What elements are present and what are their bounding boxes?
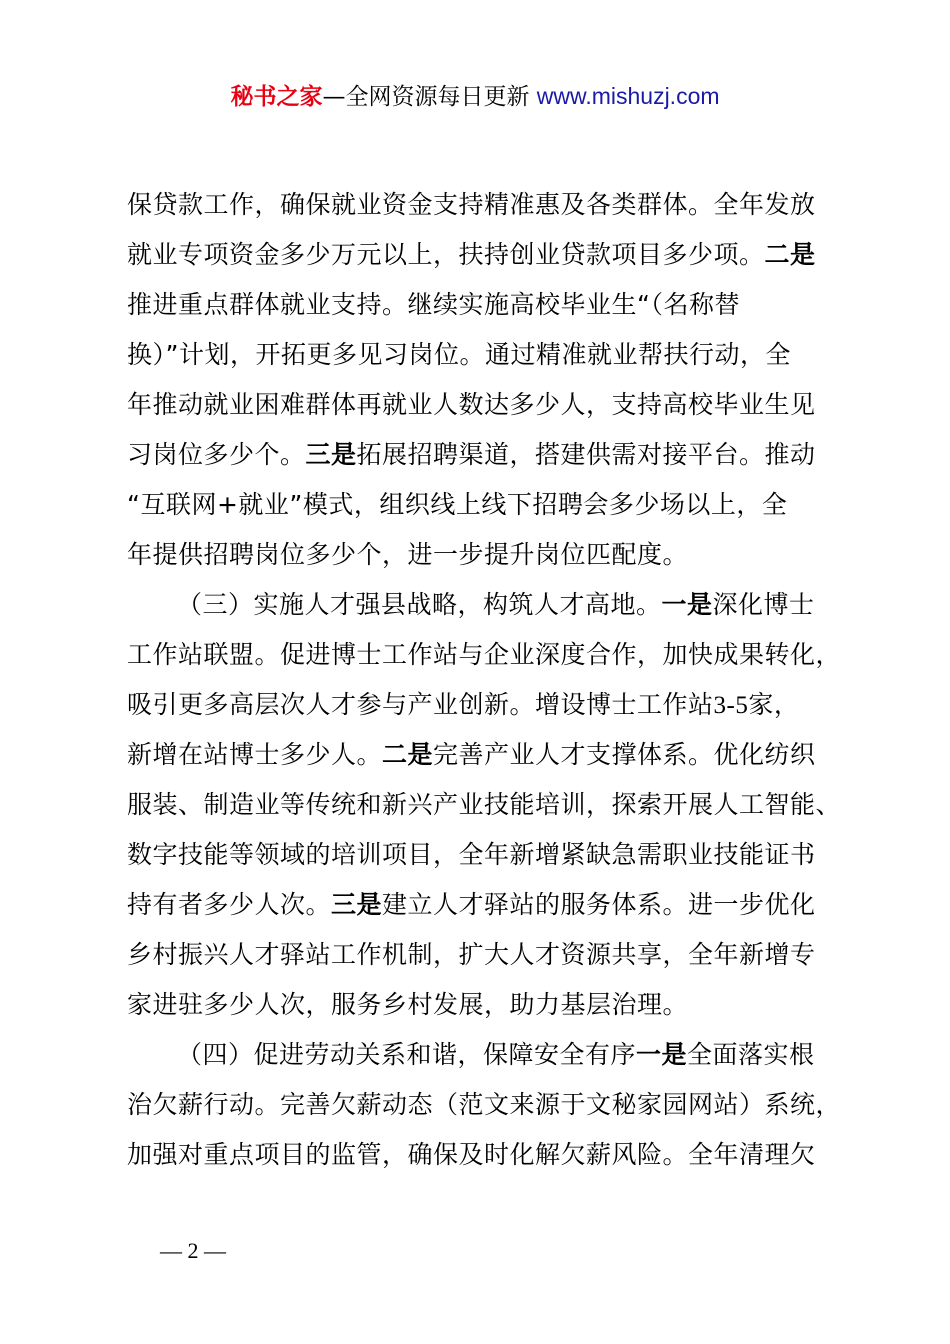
text-line: 年推动就业困难群体再就业人数达多少人，支持高校毕业生见 [127,390,816,419]
text-line: 保贷款工作，确保就业资金支持精准惠及各类群体。全年发放 [127,190,816,219]
page-header [0,80,950,113]
text-line: 持有者多少人次。三是建立人才驿站的服务体系。进一步优化 [127,890,816,919]
text-line: 家进驻多少人次，服务乡村发展，助力基层治理。 [127,990,689,1019]
site-tagline: —全网资源每日更新 [322,84,537,110]
emphasis-marker: 二是 [382,740,434,769]
page-number: — 2 — [160,1238,226,1263]
text-line: 年提供招聘岗位多少个，进一步提升岗位匹配度。 [127,540,689,569]
site-url-link[interactable]: www.mishuzj.com [536,83,720,109]
emphasis-marker: 一是 [636,1040,688,1069]
text-line: “互联网+就业”模式，组织线上线下招聘会多少场以上，全 [127,490,788,519]
text-line: 推进重点群体就业支持。继续实施高校毕业生“（名称替 [127,290,740,319]
emphasis-marker: 二是 [764,240,816,269]
section-heading-line: （四）促进劳动关系和谐，保障安全有序一是全面落实根 [177,1040,815,1069]
text-line: 数字技能等领域的培训项目，全年新增紧缺急需职业技能证书 [127,840,816,869]
text-line: 服装、制造业等传统和新兴产业技能培训，探索开展人工智能、 [127,790,842,819]
text-line: 新增在站博士多少人。二是完善产业人才支撑体系。优化纺织 [127,740,816,769]
section-heading-line: （三）实施人才强县战略，构筑人才高地。一是深化博士 [177,590,815,619]
emphasis-marker: 三是 [305,440,357,469]
text-line: 习岗位多少个。三是拓展招聘渠道，搭建供需对接平台。推动 [127,440,816,469]
text-line: 工作站联盟。促进博士工作站与企业深度合作，加快成果转化， [127,640,842,669]
text-line: 换）”计划，开拓更多见习岗位。通过精准就业帮扶行动，全 [127,340,791,369]
text-line: 乡村振兴人才驿站工作机制，扩大人才资源共享，全年新增专 [127,940,816,969]
emphasis-marker: 一是 [661,590,713,619]
text-line: 就业专项资金多少万元以上，扶持创业贷款项目多少项。二是 [127,240,816,269]
text-line: 加强对重点项目的监管，确保及时化解欠薪风险。全年清理欠 [127,1140,816,1169]
text-line: 吸引更多高层次人才参与产业创新。增设博士工作站3-5家， [127,690,800,719]
document-body [127,180,842,1180]
text-line: 治欠薪行动。完善欠薪动态（范文来源于文秘家园网站）系统， [127,1090,842,1119]
emphasis-marker: 三是 [331,890,383,919]
site-name: 秘书之家 [230,84,323,110]
